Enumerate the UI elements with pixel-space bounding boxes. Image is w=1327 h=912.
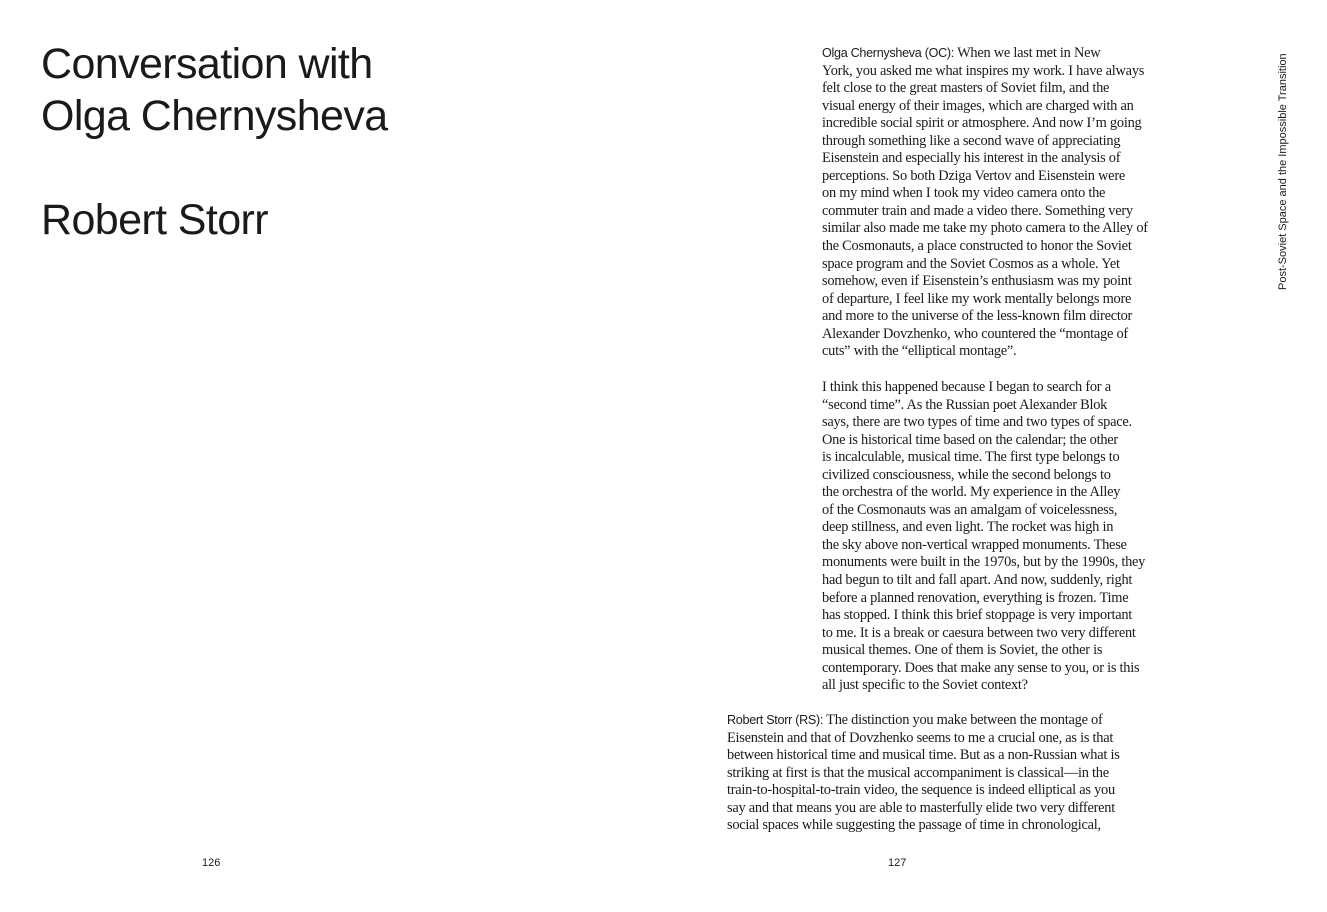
text-line: train-to-hospital-to-train video, the sequence is indeed elliptical as you bbox=[727, 782, 1115, 799]
text-line: space program and the Soviet Cosmos as a whole. Yet bbox=[822, 255, 1120, 272]
text-line: Olga Chernysheva (OC): When we last met in New bbox=[822, 45, 1101, 61]
title-block bbox=[41, 38, 561, 246]
text-line: One is historical time based on the calendar; the other bbox=[822, 431, 1118, 448]
text-line: Eisenstein and that of Dovzhenko seems to me a crucial one, as is that bbox=[727, 729, 1114, 746]
text-line: I think this happened because I began to search for a bbox=[822, 379, 1111, 395]
title-line-1: Conversation with bbox=[41, 40, 373, 88]
text-line: incredible social spirit or atmosphere. And now I’m going bbox=[822, 115, 1142, 132]
page-number-right: 127 bbox=[888, 857, 907, 869]
text-line: contemporary. Does that make any sense to you, or is this bbox=[822, 659, 1140, 676]
text-line: between historical time and musical time. But as a non-Russian what is bbox=[727, 747, 1120, 764]
text-line: social spaces while suggesting the passage of time in chronological, bbox=[727, 817, 1101, 834]
text-line: has stopped. I think this brief stoppage is very important bbox=[822, 607, 1133, 624]
text-line: to me. It is a break or caesura between two very different bbox=[822, 624, 1136, 641]
text-line: commuter train and made a video there. Something very bbox=[822, 202, 1133, 219]
text-line: Alexander Dovzhenko, who countered the “montage of bbox=[822, 325, 1128, 342]
text-line: similar also made me take my photo camera to the Alley of bbox=[822, 220, 1148, 237]
text-line: felt close to the great masters of Soviet film, and the bbox=[822, 80, 1110, 97]
text-line: Robert Storr (RS): The distinction you make between the montage of bbox=[727, 712, 1103, 728]
text-line: on my mind when I took my video camera onto the bbox=[822, 185, 1106, 202]
text-line: the orchestra of the world. My experience in the Alley bbox=[822, 484, 1121, 501]
text-line: York, you asked me what inspires my work. I have always bbox=[822, 62, 1145, 79]
text-line: had begun to tilt and fall apart. And now, suddenly, right bbox=[822, 572, 1133, 589]
text-line: cuts” with the “elliptical montage”. bbox=[822, 343, 1017, 360]
paragraph-rs bbox=[727, 712, 1120, 835]
text-line: of departure, I feel like my work mentally belongs more bbox=[822, 290, 1132, 307]
text-line: say and that means you are able to masterfully elide two very different bbox=[727, 799, 1115, 816]
text-line: “second time”. As the Russian poet Alexander Blok bbox=[822, 396, 1108, 413]
text-line: the Cosmonauts, a place constructed to honor the Soviet bbox=[822, 238, 1132, 255]
paragraph-oc-2 bbox=[822, 379, 1145, 695]
text-line: striking at first is that the musical accompaniment is classical—in the bbox=[727, 764, 1109, 781]
author-name: Robert Storr bbox=[41, 196, 268, 244]
text-line: of the Cosmonauts was an amalgam of voicelessness, bbox=[822, 501, 1118, 518]
text-line: says, there are two types of time and two types of space. bbox=[822, 414, 1132, 431]
text-line: monuments were built in the 1970s, but by the 1990s, they bbox=[822, 554, 1146, 571]
speaker-label-oc: Olga Chernysheva (OC): bbox=[822, 46, 954, 60]
title-line-2: Olga Chernysheva bbox=[41, 92, 388, 140]
text-line: deep stillness, and even light. The rocket was high in bbox=[822, 519, 1114, 536]
page-number-left: 126 bbox=[202, 857, 221, 869]
speaker-label-rs: Robert Storr (RS): bbox=[727, 713, 824, 727]
text-line: perceptions. So both Dziga Vertov and Eisenstein were bbox=[822, 167, 1125, 184]
running-head: Post-Soviet Space and the Impossible Transition bbox=[1277, 53, 1289, 290]
text-line: Eisenstein and especially his interest in the analysis of bbox=[822, 150, 1121, 167]
text-line: the sky above non-vertical wrapped monuments. These bbox=[822, 536, 1127, 553]
text-line: musical themes. One of them is Soviet, the other is bbox=[822, 642, 1103, 659]
text-line: all just specific to the Soviet context? bbox=[822, 677, 1028, 694]
paragraph-oc-1 bbox=[822, 45, 1148, 361]
text-line: visual energy of their images, which are charged with an bbox=[822, 97, 1134, 114]
text-line: before a planned renovation, everything is frozen. Time bbox=[822, 589, 1129, 606]
text-line: through something like a second wave of appreciating bbox=[822, 132, 1121, 149]
text-line: is incalculable, musical time. The first type belongs to bbox=[822, 449, 1120, 466]
text-line: and more to the universe of the less-known film director bbox=[822, 308, 1133, 325]
text-line: somehow, even if Eisenstein’s enthusiasm was my point bbox=[822, 273, 1132, 290]
text-line: civilized consciousness, while the second belongs to bbox=[822, 466, 1111, 483]
